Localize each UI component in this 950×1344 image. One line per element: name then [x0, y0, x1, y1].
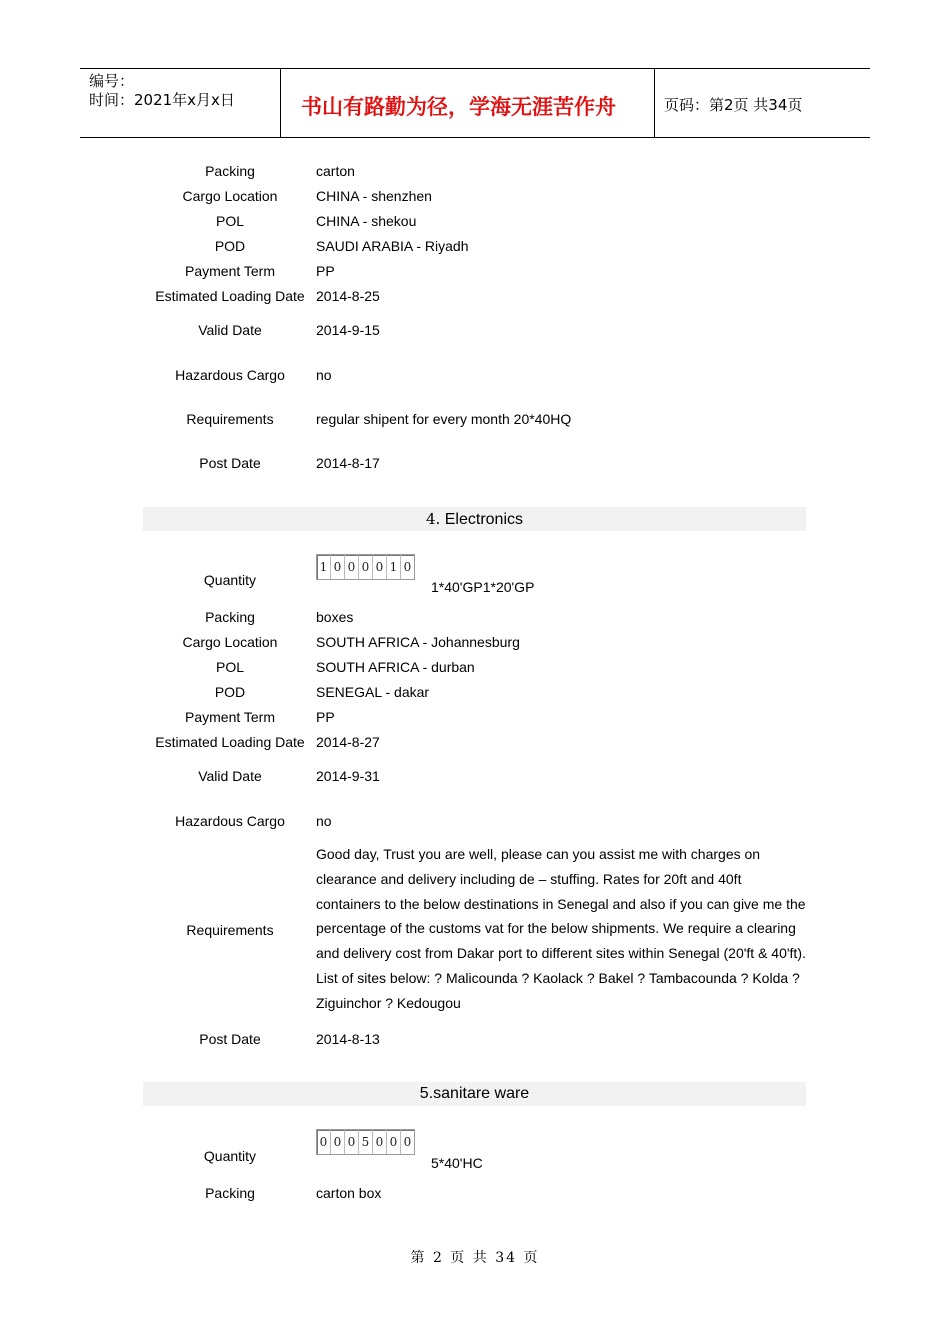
item4-requirements: Good day, Trust you are well, please can you assist me with charges on clearance and delivery including de – stuffing. Rates for 20ft and 40ft containers to the below destinations in Senegal and also if you can give me the percentage of the customs vat for the below shipments. We require a clearing and delivery cost from Dakar port to different sites within Senegal (20'ft & 40'ft). List of sites below: ? Malicounda ? Kaolack ? Bakel ? Tambacounda ? Kolda ? Ziguinchor ? Kedougou — [316, 846, 806, 1011]
item3-pod: SAUDI ARABIA - Riyadh — [316, 238, 469, 254]
header-middle-cell — [281, 69, 655, 137]
label-hazardous: Hazardous Cargo — [175, 813, 285, 829]
quantity-digit: 5 — [359, 1130, 373, 1154]
label-packing: Packing — [205, 609, 255, 625]
label-hazardous: Hazardous Cargo — [175, 367, 285, 383]
label-packing: Packing — [205, 1185, 255, 1201]
item4-packing: boxes — [316, 609, 354, 625]
item3-hazardous: no — [316, 367, 332, 383]
label-pol: POL — [215, 659, 244, 675]
item4-payment-term: PP — [316, 709, 335, 725]
item4-pod: SENEGAL - dakar — [316, 684, 430, 700]
quantity-digit: 1 — [387, 555, 401, 579]
item3-loading-date: 2014-8-25 — [316, 288, 380, 304]
label-pod: POD — [214, 238, 246, 254]
section-title-electronics — [143, 507, 806, 531]
label-packing: Packing — [205, 163, 255, 179]
header-left-cell — [80, 69, 281, 137]
quantity-digit: 1 — [317, 555, 331, 579]
page-footer: 第 2 页 共 34 页 — [410, 1250, 540, 1266]
section-title-sanitare-ware: 5.sanitare ware — [143, 1082, 806, 1106]
section-number: 4. — [425, 510, 441, 528]
quantity-digit: 0 — [331, 555, 345, 579]
item4-loading-date: 2014-8-27 — [316, 734, 380, 750]
item4-quantity-unit: 1*40'GP1*20'GP — [431, 579, 535, 595]
label-valid-date: Valid Date — [198, 768, 262, 784]
item5-quantity-unit: 5*40'HC — [431, 1155, 483, 1171]
quantity-digit: 0 — [317, 1130, 331, 1154]
doc-date-label: 时间：2021年x月x日 — [89, 91, 235, 109]
item4-pol: SOUTH AFRICA - durban — [316, 659, 475, 675]
quantity-digit-box — [316, 554, 415, 580]
label-post-date: Post Date — [199, 455, 261, 471]
item3-requirements: regular shipent for every month 20*40HQ — [316, 411, 572, 427]
label-valid-date: Valid Date — [198, 322, 262, 338]
item3-valid-date: 2014-9-15 — [316, 322, 380, 338]
label-pol: POL — [215, 213, 244, 229]
label-loading-date: Estimated Loading Date — [155, 734, 305, 750]
item4-valid-date: 2014-9-31 — [316, 768, 380, 784]
quantity-digit: 0 — [359, 555, 373, 579]
quantity-digit: 0 — [345, 555, 359, 579]
doc-number-label: 编号： — [89, 72, 135, 90]
label-requirements: Requirements — [186, 411, 274, 427]
label-loading-date: Estimated Loading Date — [155, 288, 305, 304]
header-motto: 书山有路勤为径，学海无涯苦作舟 — [301, 94, 616, 119]
item3-payment-term: PP — [316, 263, 335, 279]
label-quantity: Quantity — [203, 1148, 257, 1164]
section-title-text: Electronics — [444, 511, 523, 528]
quantity-digit: 0 — [331, 1130, 345, 1154]
item4-post-date: 2014-8-13 — [316, 1031, 380, 1047]
quantity-digit: 0 — [403, 560, 412, 574]
item3-packing: carton — [316, 163, 355, 179]
quantity-digit: 0 — [403, 1135, 412, 1149]
item3-cargo-location: CHINA - shenzhen — [316, 188, 432, 204]
label-payment-term: Payment Term — [185, 709, 275, 725]
quantity-digit: 0 — [387, 1130, 401, 1154]
label-payment-term: Payment Term — [185, 263, 275, 279]
label-pod: POD — [214, 684, 246, 700]
label-post-date: Post Date — [199, 1031, 261, 1047]
header-right-cell — [655, 69, 870, 137]
quantity-digit: 0 — [373, 555, 387, 579]
quantity-digit: 0 — [373, 1130, 387, 1154]
item4-cargo-location: SOUTH AFRICA - Johannesburg — [316, 634, 520, 650]
item5-packing: carton box — [316, 1185, 382, 1201]
quantity-digit-box — [316, 1129, 415, 1155]
item3-pol: CHINA - shekou — [316, 213, 417, 229]
item4-hazardous: no — [316, 813, 332, 829]
header-page-info: 页码：第2页 共34页 — [664, 96, 803, 114]
label-cargo-location: Cargo Location — [182, 634, 278, 650]
item3-post-date: 2014-8-17 — [316, 455, 380, 471]
label-cargo-location: Cargo Location — [182, 188, 278, 204]
label-requirements: Requirements — [186, 922, 274, 938]
quantity-digit: 0 — [345, 1130, 359, 1154]
label-quantity: Quantity — [203, 572, 257, 588]
page-header — [80, 68, 870, 138]
